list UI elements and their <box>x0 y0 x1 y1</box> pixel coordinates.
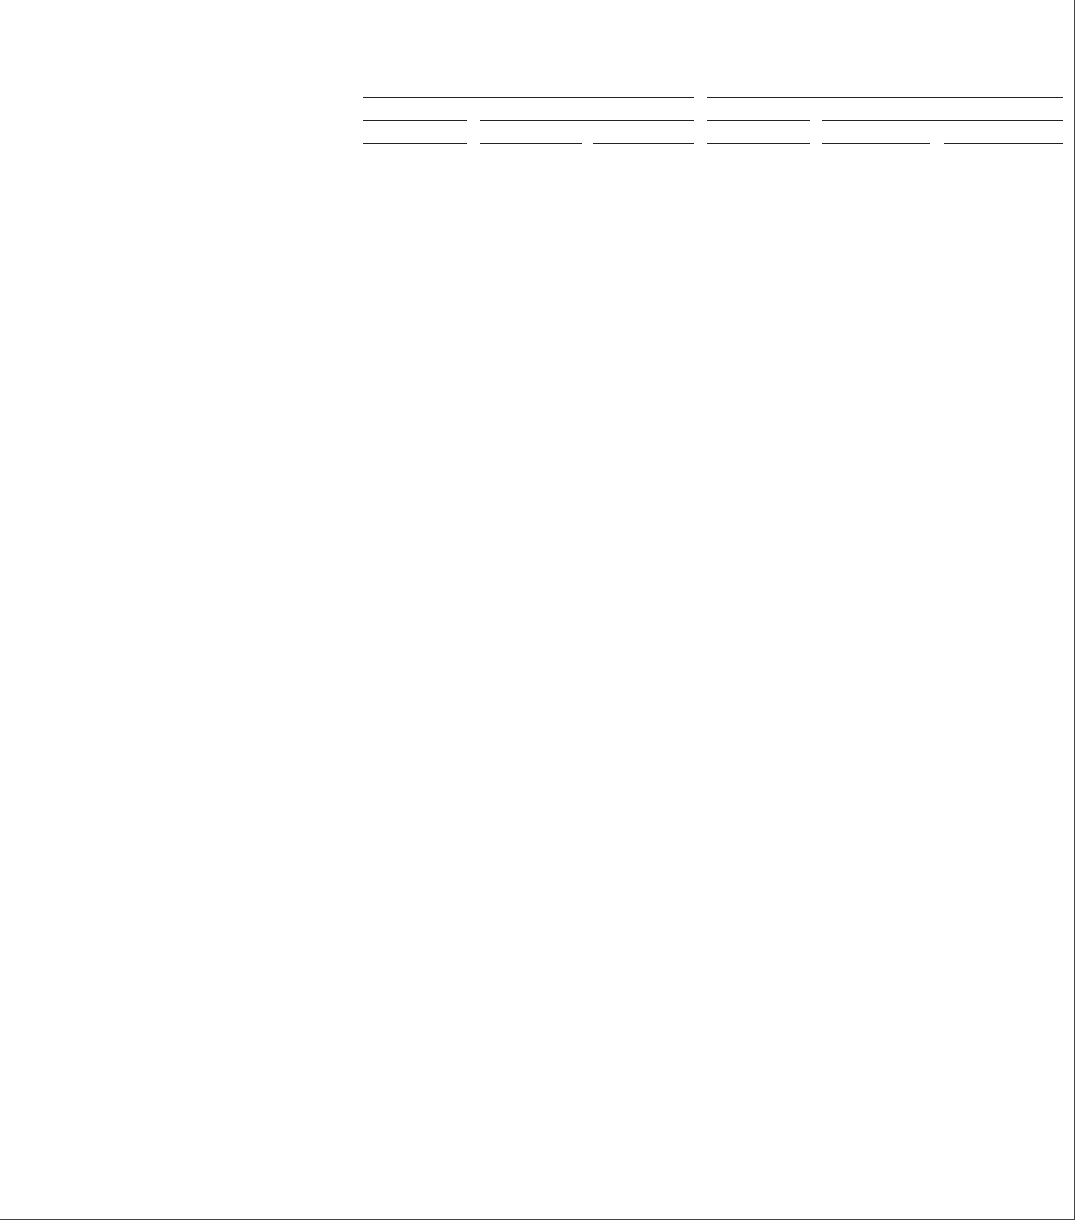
period-6m-header <box>707 97 1063 98</box>
period-3m-header <box>363 97 694 98</box>
year-header <box>822 120 1063 121</box>
currency-header <box>480 143 582 144</box>
year-header <box>363 120 467 121</box>
year-header <box>480 120 694 121</box>
currency-header <box>822 143 930 144</box>
currency-header <box>593 143 694 144</box>
currency-header <box>707 143 810 144</box>
year-header <box>707 120 810 121</box>
currency-header <box>944 143 1063 144</box>
currency-header <box>363 143 467 144</box>
